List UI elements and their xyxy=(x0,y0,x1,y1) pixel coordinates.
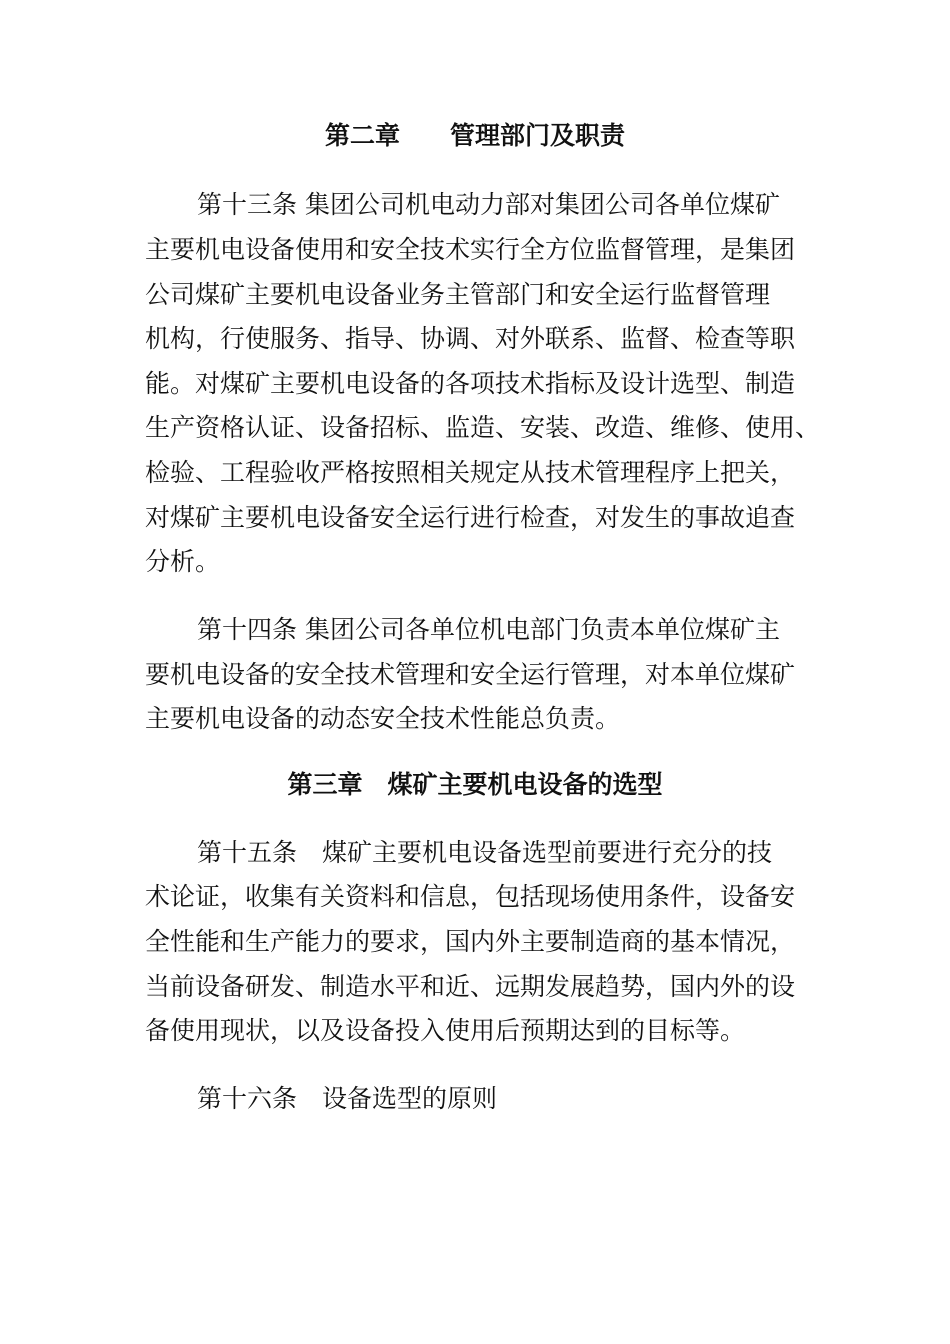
paragraph-line: 第十四条 集团公司各单位机电部门负责本单位煤矿主 xyxy=(197,615,780,644)
paragraph-line: 生产资格认证、设备招标、监造、安装、改造、维修、使用、 xyxy=(145,413,821,442)
paragraph-line: 公司煤矿主要机电设备业务主管部门和安全运行监督管理 xyxy=(145,280,771,309)
chapter-2-heading: 第二章 管理部门及职责 xyxy=(324,121,625,150)
paragraph-line: 分析。 xyxy=(145,547,221,576)
paragraph-line: 主要机电设备使用和安全技术实行全方位监督管理，是集团 xyxy=(145,235,796,264)
paragraph-line: 术论证，收集有关资料和信息，包括现场使用条件，设备安 xyxy=(145,882,796,911)
paragraph-line: 当前设备研发、制造水平和近、远期发展趋势，国内外的设 xyxy=(145,972,796,1001)
paragraph-line: 第十三条 集团公司机电动力部对集团公司各单位煤矿 xyxy=(197,190,780,219)
chapter-3-heading: 第三章 煤矿主要机电设备的选型 xyxy=(287,770,663,799)
paragraph-line: 第十六条 设备选型的原则 xyxy=(197,1084,498,1113)
paragraph-line: 备使用现状，以及设备投入使用后预期达到的目标等。 xyxy=(145,1016,746,1045)
paragraph-line: 对煤矿主要机电设备安全运行进行检查，对发生的事故追查 xyxy=(145,503,796,532)
paragraph-line: 第十五条 煤矿主要机电设备选型前要进行充分的技 xyxy=(197,838,773,867)
paragraph-line: 全性能和生产能力的要求，国内外主要制造商的基本情况， xyxy=(145,927,796,956)
paragraph-line: 主要机电设备的动态安全技术性能总负责。 xyxy=(145,704,621,733)
paragraph-line: 能。对煤矿主要机电设备的各项技术指标及设计选型、制造 xyxy=(145,369,796,398)
paragraph-line: 机构，行使服务、指导、协调、对外联系、监督、检查等职 xyxy=(145,324,796,353)
paragraph-line: 要机电设备的安全技术管理和安全运行管理，对本单位煤矿 xyxy=(145,660,796,689)
paragraph-line: 检验、工程验收严格按照相关规定从技术管理程序上把关， xyxy=(145,458,796,487)
